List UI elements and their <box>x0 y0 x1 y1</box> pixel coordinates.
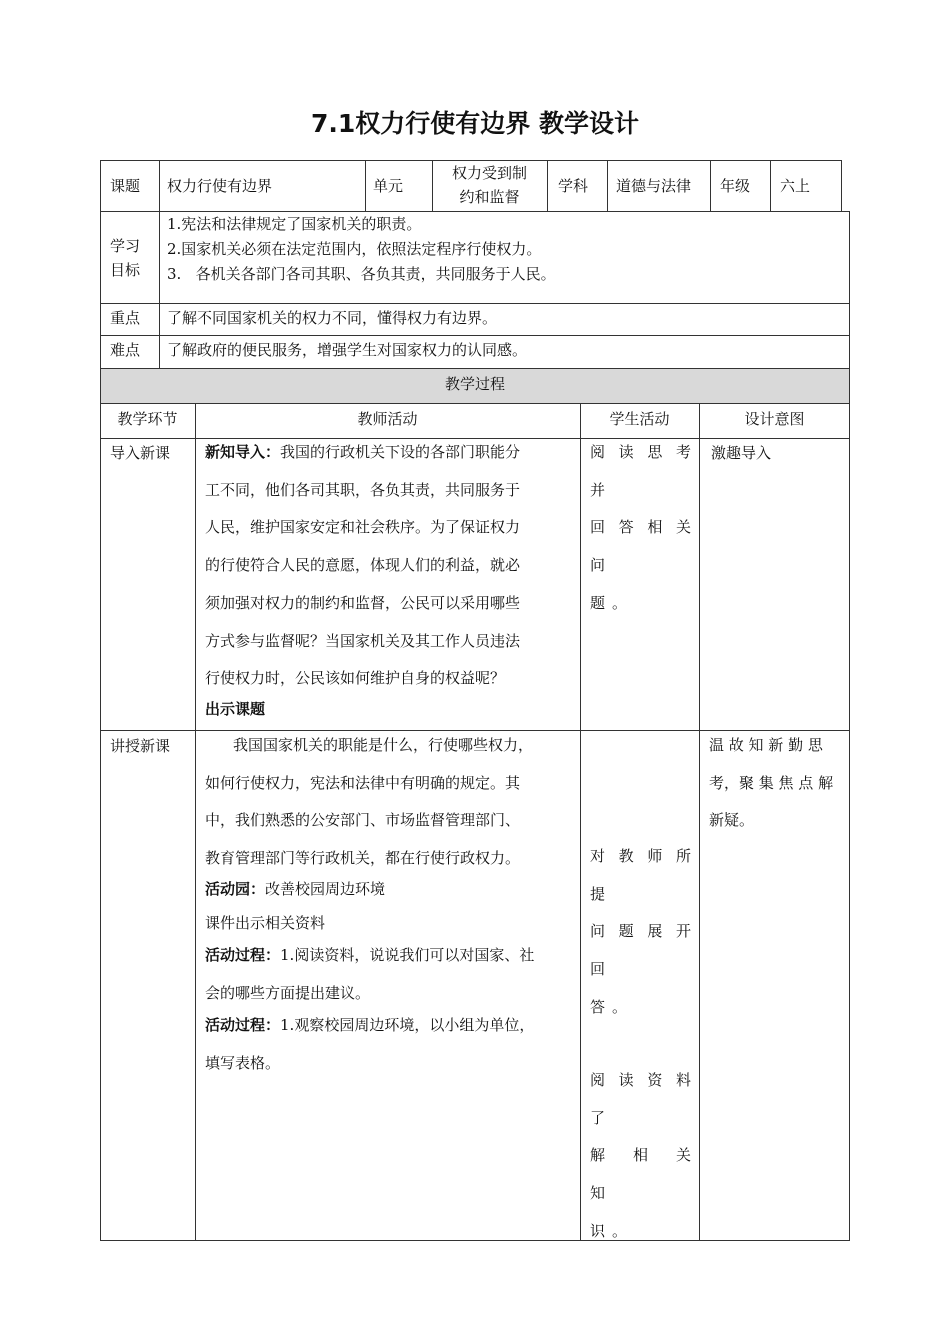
stage-intro: 导入新课 <box>110 444 171 462</box>
goal-item: 3. 各机关各部门各司其职、各负其责，共同服务于人民。 <box>167 265 556 283</box>
activity-process-2: 活动过程：1.观察校园周边环境，以小组为单位， 填写表格。 <box>205 1016 535 1072</box>
process-header: 教学过程 <box>444 375 505 393</box>
show-topic: 出示课题 <box>205 700 266 718</box>
subject-label: 学科 <box>558 177 589 195</box>
teacher-line: 我国的行政机关下设的各部门职能分 <box>280 443 521 461</box>
difficulty-value: 了解政府的便民服务，增强学生对国家权力的认同感。 <box>167 341 528 359</box>
activity-process-1: 活动过程：1.阅读资料，说说我们可以对国家、社 会的哪些方面提出建议。 <box>205 946 535 1002</box>
teacher-line: 方式参与监督呢？当国家机关及其工作人员违法 <box>205 631 521 650</box>
courseware-note: 课件出示相关资料 <box>205 914 326 932</box>
teacher-line: 人民，维护国家安定和社会秩序。为了保证权力 <box>205 518 521 537</box>
student-activity-intro: 阅读思考并 回答相关问 题。 <box>590 443 698 612</box>
course-value: 权力行使有边界 <box>167 177 273 195</box>
stage-teaching: 讲授新课 <box>110 737 171 755</box>
column-header: 教师活动 <box>357 410 418 428</box>
unit-value-line2: 约和监督 <box>459 188 520 206</box>
column-header: 教学环节 <box>117 410 178 428</box>
difficulty-label: 难点 <box>110 341 141 359</box>
unit-value-line1: 权力受到制 <box>451 164 527 182</box>
teacher-activity-teaching: 我国国家机关的职能是什么，行使哪些权力， 如何行使权力，宪法和法律中有明确的规定。其 中，我们熟悉的公安部门、市场监督管理部门、 教育管理部门等行政机关，都在行使行政权力。 <box>205 736 534 868</box>
goals-label-line2: 目标 <box>110 261 141 279</box>
intent-intro: 激趣导入 <box>711 444 772 462</box>
teacher-line: 行使权力时，公民该如何维护自身的权益呢？ <box>205 669 506 688</box>
subject-value: 道德与法律 <box>616 177 692 195</box>
new-knowledge-label: 新知导入： <box>205 443 281 461</box>
activity-label: 活动园： <box>205 880 266 898</box>
column-header: 设计意图 <box>744 410 805 428</box>
goal-item: 2.国家机关必须在法定范围内，依照法定程序行使权力。 <box>167 240 542 258</box>
course-label: 课题 <box>110 177 141 195</box>
teacher-line: 须加强对权力的制约和监督，公民可以采用哪些 <box>205 593 521 612</box>
teacher-line: 的行使符合人民的意愿，体现人们的利益，就必 <box>205 556 521 575</box>
page-title: 7.1权力行使有边界 教学设计 <box>311 109 639 138</box>
intent-teaching: 温 故 知 新 勤 思 考，聚 集 焦 点 解 新疑。 <box>709 736 834 830</box>
teacher-line: 工不同，他们各司其职，各负其责，共同服务于 <box>205 480 521 499</box>
unit-label: 单元 <box>373 177 404 195</box>
teacher-activity-intro <box>205 434 572 698</box>
goal-item: 1.宪法和法律规定了国家机关的职责。 <box>167 215 422 233</box>
key-point-label: 重点 <box>110 309 141 327</box>
student-activity-reading: 阅读资料了 解 相 关 知 识。 <box>590 1071 698 1240</box>
grade-label: 年级 <box>720 177 751 195</box>
key-point-value: 了解不同国家机关的权力不同，懂得权力有边界。 <box>167 309 498 327</box>
activity-garden <box>205 880 385 899</box>
student-activity-answer: 对教师所提 问题展开回 答。 <box>590 847 698 1016</box>
goals-label-line1: 学习 <box>110 237 141 255</box>
activity-value: 改善校园周边环境 <box>265 880 386 898</box>
column-header: 学生活动 <box>609 410 670 428</box>
grade-value: 六上 <box>780 177 811 195</box>
